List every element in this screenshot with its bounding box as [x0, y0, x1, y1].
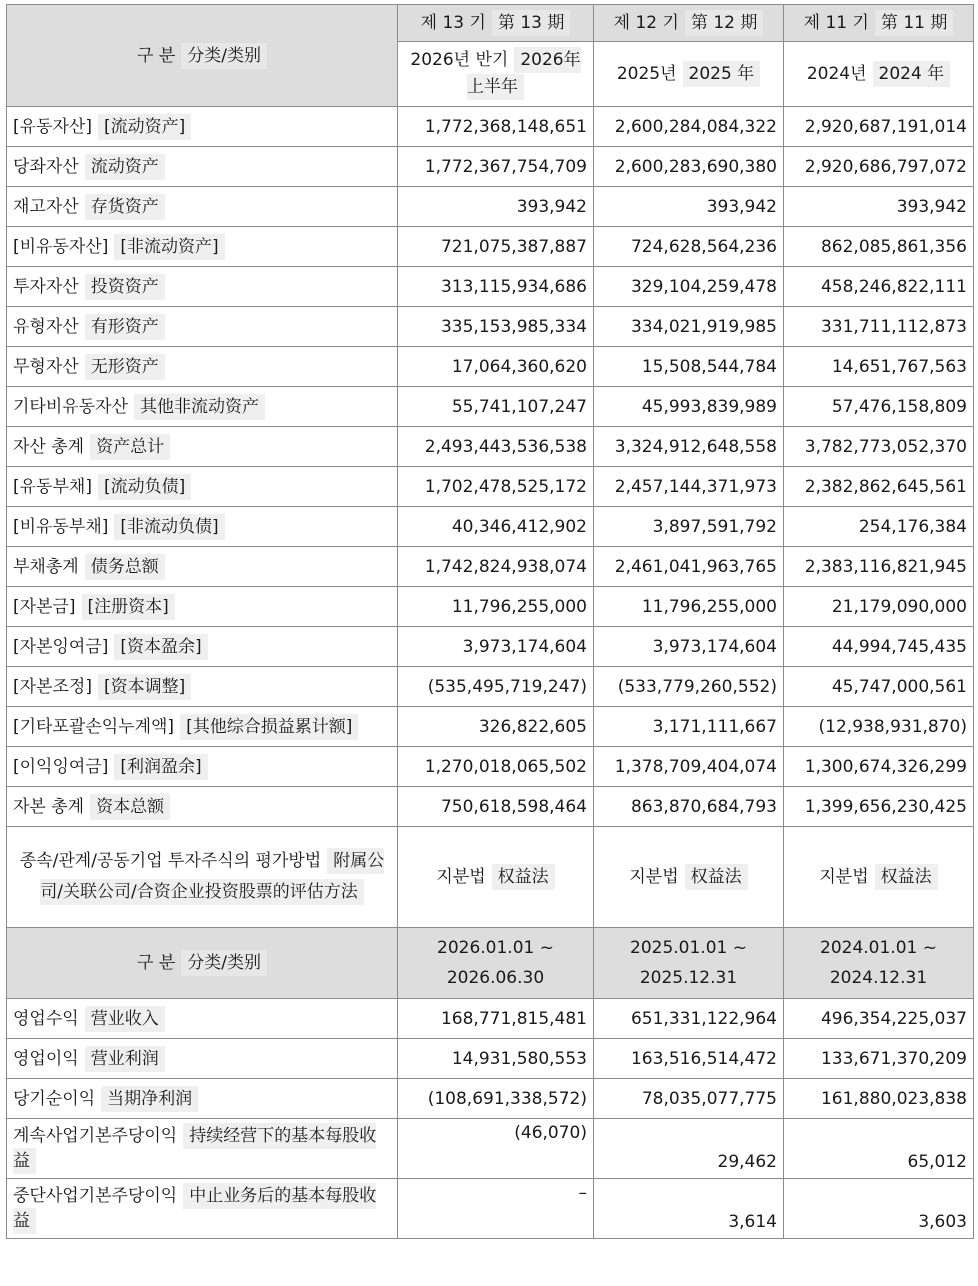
table-body	[7, 5, 974, 1239]
row-label	[7, 547, 398, 587]
value-cell: 133,671,370,209	[784, 1039, 974, 1079]
value-cell: 2,383,116,821,945	[784, 547, 974, 587]
value-cell: 1,270,018,065,502	[398, 747, 594, 787]
label-zh: 资产总计	[90, 434, 170, 460]
header-label-zh: 分类/类别	[181, 950, 267, 976]
label-zh: [利润盈余]	[114, 754, 207, 780]
value-cell: 3,603	[784, 1179, 974, 1239]
label-ko: 무형자산	[13, 356, 79, 377]
period-header-row	[7, 928, 974, 999]
method-ko: 지분법	[629, 866, 679, 887]
row-label	[7, 1039, 398, 1079]
value-cell: 326,822,605	[398, 707, 594, 747]
value-cell: 3,782,773,052,370	[784, 427, 974, 467]
row-label	[7, 307, 398, 347]
table-row	[7, 667, 974, 707]
table-row	[7, 1079, 974, 1119]
label-zh: 债务总额	[85, 554, 165, 580]
method-row	[7, 827, 974, 928]
value-cell: 2,493,443,536,538	[398, 427, 594, 467]
value-cell: 21,179,090,000	[784, 587, 974, 627]
label-zh: 有形资产	[85, 314, 165, 340]
header-year	[398, 42, 594, 107]
year-ko: 2026년 반기	[410, 50, 509, 70]
label-ko: [비유동부채]	[13, 516, 109, 537]
label-zh: 流动资产	[85, 154, 165, 180]
value-cell: 15,508,544,784	[594, 347, 784, 387]
value-cell: 334,021,919,985	[594, 307, 784, 347]
label-zh: [资本盈余]	[114, 634, 207, 660]
label-ko: 자산 총계	[13, 436, 85, 457]
value-cell: 3,614	[594, 1179, 784, 1239]
year-zh: 2025 年	[683, 61, 761, 87]
row-label	[7, 427, 398, 467]
label-ko: 계속사업기본주당이익	[13, 1125, 178, 1146]
method-zh: 权益法	[685, 864, 748, 890]
table-row	[7, 627, 974, 667]
period-ko: 제 12 기	[613, 13, 679, 33]
row-label	[7, 827, 398, 928]
table-row	[7, 1039, 974, 1079]
value-cell: (535,495,719,247)	[398, 667, 594, 707]
value-cell: 1,399,656,230,425	[784, 787, 974, 827]
row-label	[7, 227, 398, 267]
method-ko: 지분법	[436, 866, 486, 887]
header-label-ko: 구 분	[137, 45, 176, 66]
table-row	[7, 707, 974, 747]
value-cell: 55,741,107,247	[398, 387, 594, 427]
header-label-ko: 구 분	[137, 953, 176, 973]
table-row	[7, 347, 974, 387]
value-cell: 45,993,839,989	[594, 387, 784, 427]
value-cell: (533,779,260,552)	[594, 667, 784, 707]
value-cell: 40,346,412,902	[398, 507, 594, 547]
period-zh: 第 11 期	[875, 10, 953, 36]
table-row	[7, 187, 974, 227]
value-cell: 3,897,591,792	[594, 507, 784, 547]
table-row	[7, 267, 974, 307]
label-ko: 종속/관계/공동기업 투자주식의 평가방법	[19, 851, 322, 871]
label-zh: 其他非流动资产	[134, 394, 265, 420]
label-ko: [자본금]	[13, 596, 76, 617]
table-row	[7, 467, 974, 507]
value-cell: –	[398, 1179, 594, 1239]
row-label	[7, 187, 398, 227]
label-ko: 중단사업기본주당이익	[13, 1185, 178, 1206]
row-label	[7, 147, 398, 187]
header-label-zh: 分类/类别	[181, 43, 267, 69]
method-cell	[594, 827, 784, 928]
value-cell: 393,942	[784, 187, 974, 227]
label-ko: [기타포괄손익누계액]	[13, 716, 175, 737]
period-ko: 제 13 기	[420, 13, 486, 33]
row-label	[7, 507, 398, 547]
value-cell: 3,973,174,604	[398, 627, 594, 667]
table-row	[7, 747, 974, 787]
row-label	[7, 1079, 398, 1119]
header-label	[7, 5, 398, 107]
value-cell: 1,772,368,148,651	[398, 107, 594, 147]
value-cell: 329,104,259,478	[594, 267, 784, 307]
value-cell: 1,300,674,326,299	[784, 747, 974, 787]
value-cell: 44,994,745,435	[784, 627, 974, 667]
header-period	[398, 5, 594, 42]
period-range	[594, 928, 784, 999]
year-ko: 2025년	[616, 63, 677, 84]
value-cell: 2,461,041,963,765	[594, 547, 784, 587]
value-cell: 78,035,077,775	[594, 1079, 784, 1119]
label-zh: [注册资本]	[82, 594, 175, 620]
value-cell: 11,796,255,000	[398, 587, 594, 627]
row-label	[7, 267, 398, 307]
row-label	[7, 707, 398, 747]
value-cell: 313,115,934,686	[398, 267, 594, 307]
value-cell: (46,070)	[398, 1119, 594, 1179]
table-row	[7, 507, 974, 547]
value-cell: 161,880,023,838	[784, 1079, 974, 1119]
label-ko: [자본조정]	[13, 676, 92, 697]
row-label	[7, 667, 398, 707]
method-zh: 权益法	[875, 864, 938, 890]
label-ko: [유동부채]	[13, 476, 92, 497]
label-ko: 영업이익	[13, 1048, 79, 1069]
label-zh: 营业利润	[85, 1046, 165, 1072]
value-cell: 14,931,580,553	[398, 1039, 594, 1079]
value-cell: 1,702,478,525,172	[398, 467, 594, 507]
value-cell: 3,973,174,604	[594, 627, 784, 667]
header-year	[594, 42, 784, 107]
row-label	[7, 1179, 398, 1239]
label-zh: 无形资产	[85, 354, 165, 380]
value-cell: 2,600,284,084,322	[594, 107, 784, 147]
value-cell: 1,772,367,754,709	[398, 147, 594, 187]
label-ko: 재고자산	[13, 196, 79, 217]
label-ko: [유동자산]	[13, 116, 92, 137]
value-cell: 17,064,360,620	[398, 347, 594, 387]
value-cell: 393,942	[594, 187, 784, 227]
value-cell: 651,331,122,964	[594, 999, 784, 1039]
value-cell: 750,618,598,464	[398, 787, 594, 827]
value-cell: 2,920,686,797,072	[784, 147, 974, 187]
row-label	[7, 999, 398, 1039]
row-label	[7, 347, 398, 387]
label-ko: 당기순이익	[13, 1088, 96, 1109]
value-cell: 335,153,985,334	[398, 307, 594, 347]
table-row	[7, 147, 974, 187]
row-label	[7, 627, 398, 667]
table-row	[7, 387, 974, 427]
value-cell: 254,176,384	[784, 507, 974, 547]
row-label	[7, 787, 398, 827]
value-cell: 458,246,822,111	[784, 267, 974, 307]
label-ko: [비유동자산]	[13, 236, 109, 257]
table-row	[7, 999, 974, 1039]
label-ko: 부채총계	[13, 556, 79, 577]
period-zh: 第 12 期	[685, 10, 763, 36]
label-ko: 유형자산	[13, 316, 79, 337]
table-row	[7, 587, 974, 627]
value-cell: 721,075,387,887	[398, 227, 594, 267]
value-cell: 65,012	[784, 1119, 974, 1179]
value-cell: 11,796,255,000	[594, 587, 784, 627]
table-row	[7, 307, 974, 347]
label-zh: [非流动负债]	[114, 514, 224, 540]
value-cell: 45,747,000,561	[784, 667, 974, 707]
label-zh: 营业收入	[85, 1006, 165, 1032]
value-cell: 3,324,912,648,558	[594, 427, 784, 467]
value-cell: 57,476,158,809	[784, 387, 974, 427]
value-cell: (108,691,338,572)	[398, 1079, 594, 1119]
label-ko: 영업수익	[13, 1008, 79, 1029]
period-end: 2026.06.30	[446, 968, 545, 988]
method-cell	[784, 827, 974, 928]
table-row	[7, 107, 974, 147]
header-row	[7, 5, 974, 42]
label-zh: [流动资产]	[98, 114, 191, 140]
value-cell: 168,771,815,481	[398, 999, 594, 1039]
period-zh: 第 13 期	[492, 10, 570, 36]
value-cell: 331,711,112,873	[784, 307, 974, 347]
label-ko: [자본잉여금]	[13, 636, 109, 657]
header-period	[784, 5, 974, 42]
label-zh: 资本总额	[90, 794, 170, 820]
value-cell: 2,920,687,191,014	[784, 107, 974, 147]
method-cell	[398, 827, 594, 928]
period-start: 2026.01.01 ~	[437, 938, 554, 958]
period-start: 2025.01.01 ~	[630, 938, 747, 958]
value-cell: 1,378,709,404,074	[594, 747, 784, 787]
row-label	[7, 107, 398, 147]
label-zh: 当期净利润	[101, 1086, 198, 1112]
method-zh: 权益法	[492, 864, 555, 890]
header-period	[594, 5, 784, 42]
label-zh: 附属公司/关联公司/合资企业投资股票的评估方法	[40, 848, 384, 905]
table-row	[7, 427, 974, 467]
value-cell: 863,870,684,793	[594, 787, 784, 827]
header-label	[7, 928, 398, 999]
label-zh: 中止业务后的基本每股收益	[13, 1183, 376, 1234]
value-cell: 724,628,564,236	[594, 227, 784, 267]
year-ko: 2024년	[806, 63, 867, 84]
method-ko: 지분법	[819, 866, 869, 887]
label-zh: 存货资产	[85, 194, 165, 220]
value-cell: 29,462	[594, 1119, 784, 1179]
value-cell: 2,600,283,690,380	[594, 147, 784, 187]
period-end: 2025.12.31	[639, 968, 738, 988]
value-cell: 3,171,111,667	[594, 707, 784, 747]
period-range	[784, 928, 974, 999]
value-cell: 393,942	[398, 187, 594, 227]
label-ko: 기타비유동자산	[13, 396, 128, 417]
label-ko: 투자자산	[13, 276, 79, 297]
period-range	[398, 928, 594, 999]
table-row	[7, 547, 974, 587]
value-cell: 2,457,144,371,973	[594, 467, 784, 507]
value-cell: 496,354,225,037	[784, 999, 974, 1039]
row-label	[7, 587, 398, 627]
label-ko: [이익잉여금]	[13, 756, 109, 777]
table-row	[7, 227, 974, 267]
row-label	[7, 747, 398, 787]
label-zh: [非流动资产]	[114, 234, 224, 260]
period-end: 2024.12.31	[829, 968, 928, 988]
value-cell: 163,516,514,472	[594, 1039, 784, 1079]
row-label	[7, 387, 398, 427]
label-zh: [资本调整]	[98, 674, 191, 700]
year-zh: 2024 年	[873, 61, 951, 87]
label-zh: [其他综合损益累计额]	[180, 714, 358, 740]
period-start: 2024.01.01 ~	[820, 938, 937, 958]
label-zh: 投资资产	[85, 274, 165, 300]
table-row	[7, 1119, 974, 1179]
row-label	[7, 1119, 398, 1179]
label-zh: 持续经营下的基本每股收益	[13, 1123, 376, 1174]
table-row	[7, 787, 974, 827]
value-cell: 2,382,862,645,561	[784, 467, 974, 507]
label-ko: 자본 총계	[13, 796, 85, 817]
label-ko: 당좌자산	[13, 156, 79, 177]
label-zh: [流动负债]	[98, 474, 191, 500]
year-zh: 2026年上半年	[467, 47, 581, 100]
value-cell: 14,651,767,563	[784, 347, 974, 387]
value-cell: (12,938,931,870)	[784, 707, 974, 747]
financial-summary-table	[6, 4, 974, 1239]
header-year	[784, 42, 974, 107]
row-label	[7, 467, 398, 507]
table-row	[7, 1179, 974, 1239]
period-ko: 제 11 기	[803, 13, 869, 33]
value-cell: 862,085,861,356	[784, 227, 974, 267]
value-cell: 1,742,824,938,074	[398, 547, 594, 587]
